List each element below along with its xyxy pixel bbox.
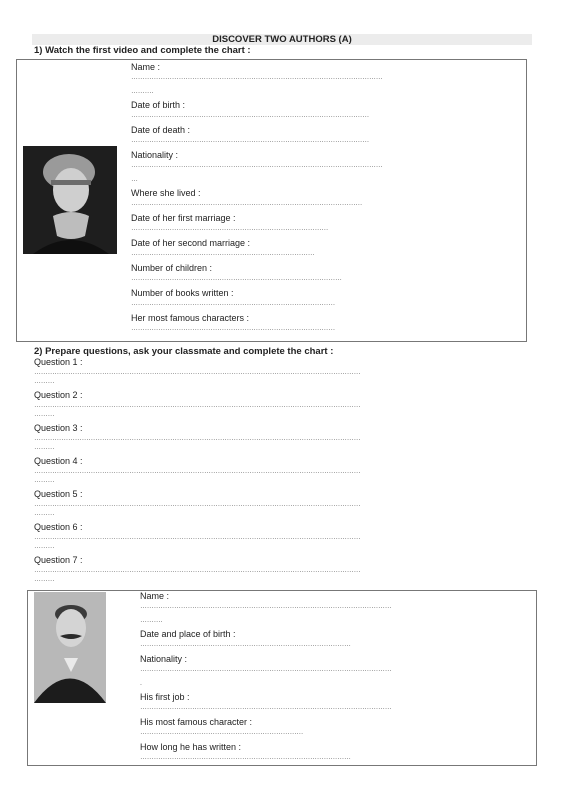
author2-fields bbox=[140, 591, 530, 767]
answer-line[interactable]: ……………………………………………………………………………………………………………………………… bbox=[34, 435, 361, 442]
answer-line[interactable]: ……………………………………………………………………………………………………………………………… bbox=[34, 501, 361, 508]
author1-fields bbox=[131, 62, 521, 338]
field-label: His first job : bbox=[140, 692, 190, 702]
answer-line[interactable]: ………………………………………………………………………………………………… bbox=[131, 162, 383, 169]
field-label: Date of her second marriage : bbox=[131, 238, 251, 248]
field-label: Name : bbox=[131, 62, 161, 72]
answer-line[interactable]: ……………………………………………………………………… bbox=[131, 250, 315, 257]
answer-line[interactable]: ……………………………………………………………………………… bbox=[131, 300, 336, 307]
answer-line-continued[interactable]: ………. bbox=[131, 88, 154, 95]
answer-line-continued[interactable]: ……… bbox=[34, 576, 55, 583]
field-label: Date of birth : bbox=[131, 100, 186, 110]
answer-line[interactable]: ……………………………………………………………………………………………………………………………… bbox=[34, 402, 361, 409]
question-label: Question 2 : bbox=[34, 390, 83, 400]
answer-line[interactable]: ………………………………………………………………………………………………… bbox=[140, 704, 392, 711]
answer-line[interactable]: ………………………………………………………………………………………… bbox=[131, 200, 363, 207]
section1-heading: 1) Watch the first video and complete the chart : bbox=[34, 45, 251, 56]
field-label: Nationality : bbox=[140, 654, 188, 664]
portrait-woman-icon bbox=[23, 146, 117, 254]
field-label: Date of her first marriage : bbox=[131, 213, 236, 223]
answer-line-continued[interactable]: ……… bbox=[34, 543, 55, 550]
answer-line-continued[interactable]: ……… bbox=[34, 510, 55, 517]
question-label: Question 6 : bbox=[34, 522, 83, 532]
answer-line-continued[interactable]: ……… bbox=[34, 444, 55, 451]
answer-line[interactable]: …………………………………………………………………………… bbox=[131, 225, 329, 232]
author1-photo bbox=[23, 146, 117, 254]
question-label: Question 3 : bbox=[34, 423, 83, 433]
question-label: Question 5 : bbox=[34, 489, 83, 499]
answer-line[interactable]: ……………………………………………………………………………………………………………………………… bbox=[34, 468, 361, 475]
answer-line[interactable]: ………………………………………………………………………………… bbox=[140, 754, 351, 761]
portrait-man-icon bbox=[34, 592, 106, 703]
question-label: Question 4 : bbox=[34, 456, 83, 466]
answer-line[interactable]: ………………………………………………………………………………………………… bbox=[140, 666, 392, 673]
answer-line[interactable]: ………………………………………………………………………………… bbox=[140, 641, 351, 648]
author2-photo bbox=[34, 592, 106, 703]
field-label: How long he has written : bbox=[140, 742, 242, 752]
questions-list bbox=[34, 357, 532, 588]
answer-line[interactable]: ………………………………………………………………………………… bbox=[131, 275, 342, 282]
answer-line-continued[interactable]: ………. bbox=[140, 617, 163, 624]
answer-line-continued[interactable]: ……… bbox=[34, 378, 55, 385]
answer-line[interactable]: ………………………………………………………………………………………………… bbox=[140, 603, 392, 610]
field-label: Her most famous characters : bbox=[131, 313, 250, 323]
field-label: His most famous character : bbox=[140, 717, 253, 727]
answer-line-continued[interactable]: ……… bbox=[34, 411, 55, 418]
answer-line[interactable]: ……………………………………………………………… bbox=[140, 729, 304, 736]
answer-line[interactable]: ……………………………………………………………………………………………………………………………… bbox=[34, 567, 361, 574]
section2-heading: 2) Prepare questions, ask your classmate and complete the chart : bbox=[34, 346, 334, 357]
answer-line[interactable]: …………………………………………………………………………………………… bbox=[131, 112, 370, 119]
question-label: Question 1 : bbox=[34, 357, 83, 367]
answer-line[interactable]: ………………………………………………………………………………………………… bbox=[131, 74, 383, 81]
field-label: Date and place of birth : bbox=[140, 629, 236, 639]
field-label: Nationality : bbox=[131, 150, 179, 160]
field-label: Date of death : bbox=[131, 125, 191, 135]
field-label: Number of children : bbox=[131, 263, 213, 273]
field-label: Where she lived : bbox=[131, 188, 201, 198]
field-label: Name : bbox=[140, 591, 170, 601]
answer-line[interactable]: ……………………………………………………………………………………………………………………………… bbox=[34, 369, 361, 376]
answer-line[interactable]: ……………………………………………………………………………… bbox=[131, 325, 336, 332]
question-label: Question 7 : bbox=[34, 555, 83, 565]
page-title: DISCOVER TWO AUTHORS (A) bbox=[212, 34, 352, 45]
answer-line[interactable]: …………………………………………………………………………………………… bbox=[131, 137, 370, 144]
answer-line-continued[interactable]: . bbox=[140, 680, 142, 687]
answer-line[interactable]: ……………………………………………………………………………………………………………………………… bbox=[34, 534, 361, 541]
answer-line-continued[interactable]: ……… bbox=[34, 477, 55, 484]
answer-line-continued[interactable]: … bbox=[131, 176, 138, 183]
field-label: Number of books written : bbox=[131, 288, 234, 298]
